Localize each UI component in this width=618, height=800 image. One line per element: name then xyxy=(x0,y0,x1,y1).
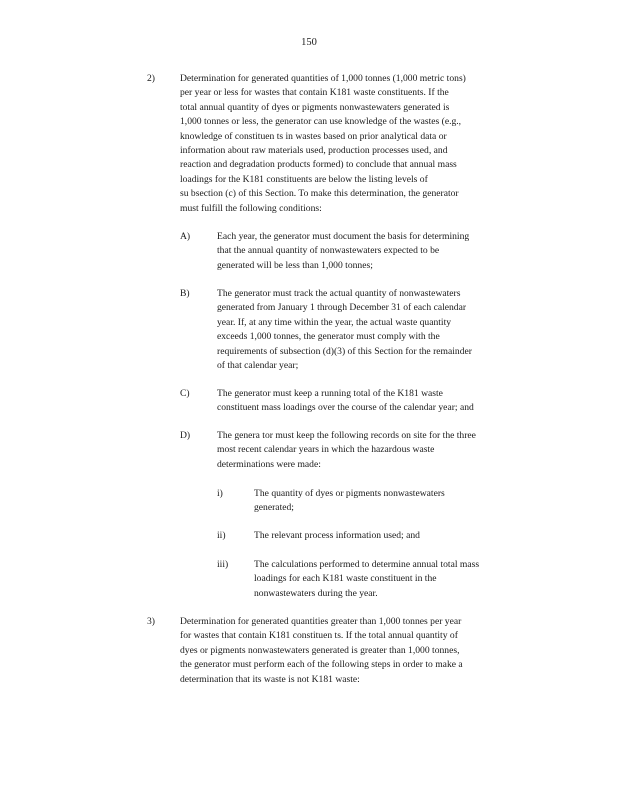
text-line: information about raw materials used, production processes used, and xyxy=(180,145,448,157)
item-label: C) xyxy=(180,388,190,399)
text-line: Determination for generated quantities greater than 1,000 tonnes per year xyxy=(180,616,462,627)
text-line: generated will be less than 1,000 tonnes; xyxy=(217,259,373,271)
item-label: i) xyxy=(217,488,223,499)
item-label: ii) xyxy=(217,530,226,541)
text-line: nonwastewaters during the year. xyxy=(254,587,378,599)
item-label: 3) xyxy=(147,616,155,627)
item-text xyxy=(217,287,537,373)
text-line: Determination for generated quantities of 1,000 tonnes (1,000 metric tons) xyxy=(180,73,466,84)
text-line: The relevant process information used; and xyxy=(254,530,420,541)
item-text xyxy=(217,387,537,416)
text-line: su bsection (c) of this Section. To make this determination, the generator xyxy=(180,188,459,200)
text-line: generated; xyxy=(254,502,294,514)
item-text xyxy=(180,615,535,687)
text-line: The genera tor must keep the following records on site for the three xyxy=(217,430,476,441)
page-number: 150 xyxy=(301,37,317,48)
item-label: D) xyxy=(180,430,191,441)
text-line: most recent calendar years in which the hazardous waste xyxy=(217,444,435,456)
text-line: loadings for the K181 constituents are below the listing levels of xyxy=(180,173,428,185)
item-label: B) xyxy=(180,288,190,299)
text-line: Each year, the generator must document the basis for determining xyxy=(217,231,470,242)
text-line: The generator must keep a running total of the K181 waste xyxy=(217,388,443,399)
text-line: must fulfill the following conditions: xyxy=(180,202,322,214)
text-line: 1,000 tonnes or less, the generator can use knowledge of the wastes (e.g., xyxy=(180,116,462,128)
item-text xyxy=(180,72,535,216)
text-line: the generator must perform each of the following steps in order to make a xyxy=(180,659,463,671)
text-line: The generator must track the actual quantity of nonwastewaters xyxy=(217,288,461,299)
item-text xyxy=(217,429,537,472)
item-label: 2) xyxy=(147,73,155,84)
text-line: exceeds 1,000 tonnes, the generator must comply with the xyxy=(217,331,440,343)
text-line: that the annual quantity of nonwastewaters expected to be xyxy=(217,245,440,257)
text-line: constituent mass loadings over the course of the calendar year; and xyxy=(217,402,474,414)
text-line: determinations were made: xyxy=(217,458,321,470)
text-line: per year or less for wastes that contain K181 waste constituents. If the xyxy=(180,87,449,99)
text-line: for wastes that contain K181 constituen ts. If the total annual quantity of xyxy=(180,630,458,642)
item-label: iii) xyxy=(217,559,229,570)
text-line: knowledge of constituen ts in wastes based on prior analytical data or xyxy=(180,130,447,142)
text-line: The calculations performed to determine annual total mass xyxy=(254,559,480,570)
text-line: year. If, at any time within the year, the actual waste quantity xyxy=(217,316,452,328)
item-text xyxy=(254,529,537,543)
text-line: The quantity of dyes or pigments nonwastewaters xyxy=(254,488,445,499)
text-line: total annual quantity of dyes or pigments nonwastewaters generated is xyxy=(180,101,450,113)
text-line: generated from January 1 through December 31 of each calendar xyxy=(217,302,467,314)
text-line: dyes or pigments nonwastewaters generated is greater than 1,000 tonnes, xyxy=(180,644,460,656)
item-label: A) xyxy=(180,231,191,242)
text-line: reaction and degradation products formed) to conclude that annual mass xyxy=(180,159,457,171)
text-line: determination that its waste is not K181 waste: xyxy=(180,673,360,685)
item-text xyxy=(254,487,537,516)
text-line: requirements of subsection (d)(3) of this Section for the remainder xyxy=(217,345,472,357)
text-line: of that calendar year; xyxy=(217,360,299,372)
text-line: loadings for each K181 waste constituent in the xyxy=(254,573,437,585)
item-text xyxy=(217,230,537,273)
item-text xyxy=(254,558,537,601)
